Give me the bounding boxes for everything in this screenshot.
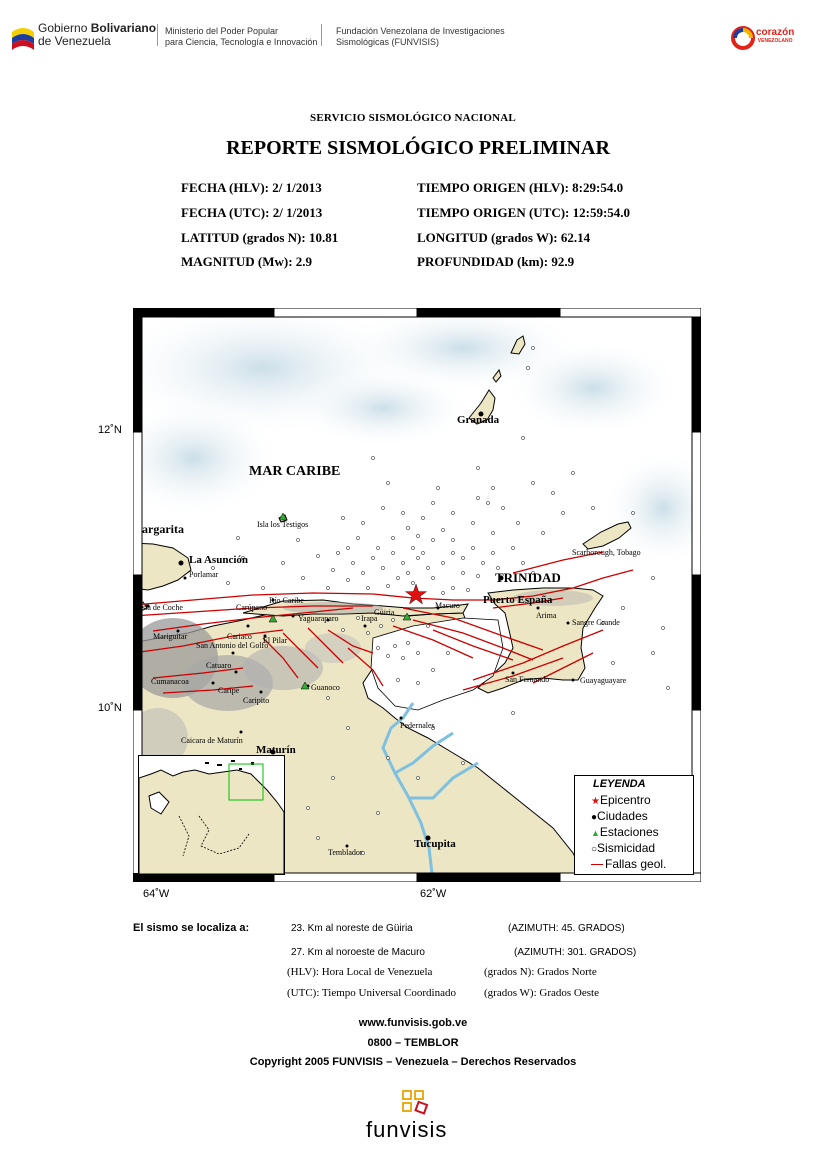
legend-item-seismicity xyxy=(591,841,655,855)
funvisis-logo-icon xyxy=(401,1089,433,1119)
legend-label: Estaciones xyxy=(599,825,659,839)
label-rio-caribe: Río Caribe xyxy=(269,596,304,605)
label-yaguaraparo: Yaguaraparo xyxy=(298,614,339,623)
tiempo-hlv: TIEMPO ORIGEN (HLV): 8:29:54.0 xyxy=(417,180,624,195)
label-puerto-espana: Puerto España xyxy=(483,594,553,606)
label-mar-caribe: MAR CARIBE xyxy=(249,464,341,479)
note-grados-w: (grados W): Grados Oeste xyxy=(484,987,599,999)
star-icon: ★ xyxy=(591,796,600,807)
circle-icon: ○ xyxy=(591,844,598,855)
legend-item-stations xyxy=(591,825,659,839)
label-la-asuncion: La Asunción xyxy=(189,554,248,566)
triangle-icon: ▲ xyxy=(591,828,600,838)
heart-logo-icon xyxy=(731,26,755,50)
label-maturin: Maturín xyxy=(256,744,296,756)
location-intro: El sismo se localiza a: xyxy=(133,922,250,934)
location-line2: 27. Km al noroeste de Macuro xyxy=(291,947,425,958)
seismic-map xyxy=(133,308,701,882)
note-hlv: (HLV): Hora Local de Venezuela xyxy=(287,966,433,978)
lat-label-10n: 10˚N xyxy=(98,702,122,714)
header xyxy=(0,0,826,70)
label-cariaco: Cariaco xyxy=(227,632,252,641)
foundation-text xyxy=(336,26,505,48)
legend-item-faults xyxy=(591,857,666,871)
label-tucupita: Tucupita xyxy=(414,838,456,850)
venezuela-flag-logo xyxy=(10,22,36,52)
gov-line1-b: Bolivariano xyxy=(90,21,157,35)
label-isla-coche: sla de Coche xyxy=(142,603,183,612)
label-arima: Arima xyxy=(536,611,557,620)
tiempo-utc: TIEMPO ORIGEN (UTC): 12:59:54.0 xyxy=(417,205,631,220)
label-sangre-grande: Sangre Grande xyxy=(572,618,620,627)
label-el-pilar: El Pilar xyxy=(263,636,288,645)
location-azimuth2: (AZIMUTH: 301. GRADOS) xyxy=(514,947,637,958)
website-link[interactable]: www.funvisis.gob.ve xyxy=(358,1017,468,1029)
legend-label: Epicentro xyxy=(599,793,651,807)
funvisis-logo-text: funvisis xyxy=(366,1117,448,1142)
report-title: REPORTE SISMOLÓGICO PRELIMINAR xyxy=(226,137,610,159)
gov-line1-a: Gobierno xyxy=(38,21,91,35)
header-divider xyxy=(321,24,322,46)
label-cumanacoa: Cumanacoa xyxy=(151,677,189,686)
label-granada: Granada xyxy=(457,414,500,426)
label-guiria: Güiria xyxy=(374,608,395,617)
gov-title xyxy=(38,22,156,48)
label-guayaguayare: Guayaguayare xyxy=(580,676,627,685)
note-grados-n: (grados N): Grados Norte xyxy=(484,966,597,978)
legend-label: Ciudades xyxy=(597,809,648,823)
note-utc: (UTC): Tiempo Universal Coordinado xyxy=(287,987,456,999)
location-azimuth1: (AZIMUTH: 45. GRADOS) xyxy=(508,923,625,934)
phone-number: 0800 – TEMBLOR xyxy=(367,1037,459,1049)
lon-label-62w: 62˚W xyxy=(420,888,447,900)
legend-item-cities xyxy=(591,809,648,823)
ministry-text xyxy=(165,26,317,48)
label-isla-testigos: Isla los Testigos xyxy=(257,520,309,529)
label-scarborough: Scarborough, Tobago xyxy=(572,548,641,557)
label-san-antonio: San Antonio del Golfo xyxy=(196,641,269,650)
service-title: SERVICIO SISMOLÓGICO NACIONAL xyxy=(310,112,516,124)
label-macuro: Macuro xyxy=(435,601,460,610)
foundation-line1: Fundación Venezolana de Investigaciones xyxy=(336,26,505,36)
label-san-fernando: San Fernando xyxy=(505,675,550,684)
fecha-utc: FECHA (UTC): 2/ 1/2013 xyxy=(181,205,323,220)
label-caripito: Caripito xyxy=(243,696,270,705)
label-carupano: Carúpano xyxy=(236,603,268,612)
label-mariguitar: Mariguitar xyxy=(153,632,188,641)
label-guanoco: Guanoco xyxy=(311,683,340,692)
heart-logo-line2: VENEZOLANO xyxy=(757,38,793,44)
latitud: LATITUD (grados N): 10.81 xyxy=(181,230,339,245)
copyright: Copyright 2005 FUNVISIS – Venezuela – Derechos Reservados xyxy=(249,1056,577,1068)
legend-label: Sismicidad xyxy=(597,841,656,855)
label-irapa: Irapa xyxy=(361,614,378,623)
legend-item-epicenter xyxy=(591,793,651,807)
ministry-line1: Ministerio del Poder Popular xyxy=(165,26,279,36)
label-porlamar: Porlamar xyxy=(189,570,219,579)
longitud: LONGITUD (grados W): 62.14 xyxy=(417,230,591,245)
foundation-line2: Sismológicas (FUNVISIS) xyxy=(336,37,440,47)
label-catuaro: Catuaro xyxy=(206,661,232,670)
location-line1: 23. Km al noreste de Güiria xyxy=(291,923,413,934)
inset-map xyxy=(138,755,285,875)
gov-line2: de Venezuela xyxy=(38,34,111,48)
heart-logo-line1: corazón xyxy=(756,27,795,38)
inset-map-canvas xyxy=(139,756,284,874)
legend xyxy=(574,775,694,875)
label-caripe: Caripe xyxy=(218,686,240,695)
label-margarita: argarita xyxy=(142,522,184,536)
fault-line-icon xyxy=(591,864,603,865)
legend-label: Fallas geol. xyxy=(605,857,667,871)
label-trinidad: TRINIDAD xyxy=(495,570,561,585)
label-caicara: Caicara de Maturín xyxy=(181,736,243,745)
lon-label-64w: 64˚W xyxy=(143,888,170,900)
fecha-hlv: FECHA (HLV): 2/ 1/2013 xyxy=(181,180,322,195)
header-divider xyxy=(157,24,158,46)
heart-logo-text xyxy=(756,27,794,44)
legend-title: LEYENDA xyxy=(593,778,646,790)
label-temblador: Temblador xyxy=(328,848,363,857)
profundidad: PROFUNDIDAD (km): 92.9 xyxy=(417,254,575,269)
magnitud: MAGNITUD (Mw): 2.9 xyxy=(181,254,313,269)
lat-label-12n: 12˚N xyxy=(98,424,122,436)
dot-icon: ● xyxy=(591,812,598,823)
label-pedernales: Pedernales xyxy=(400,721,435,730)
ministry-line2: para Ciencia, Tecnología e Innovación xyxy=(165,37,318,47)
